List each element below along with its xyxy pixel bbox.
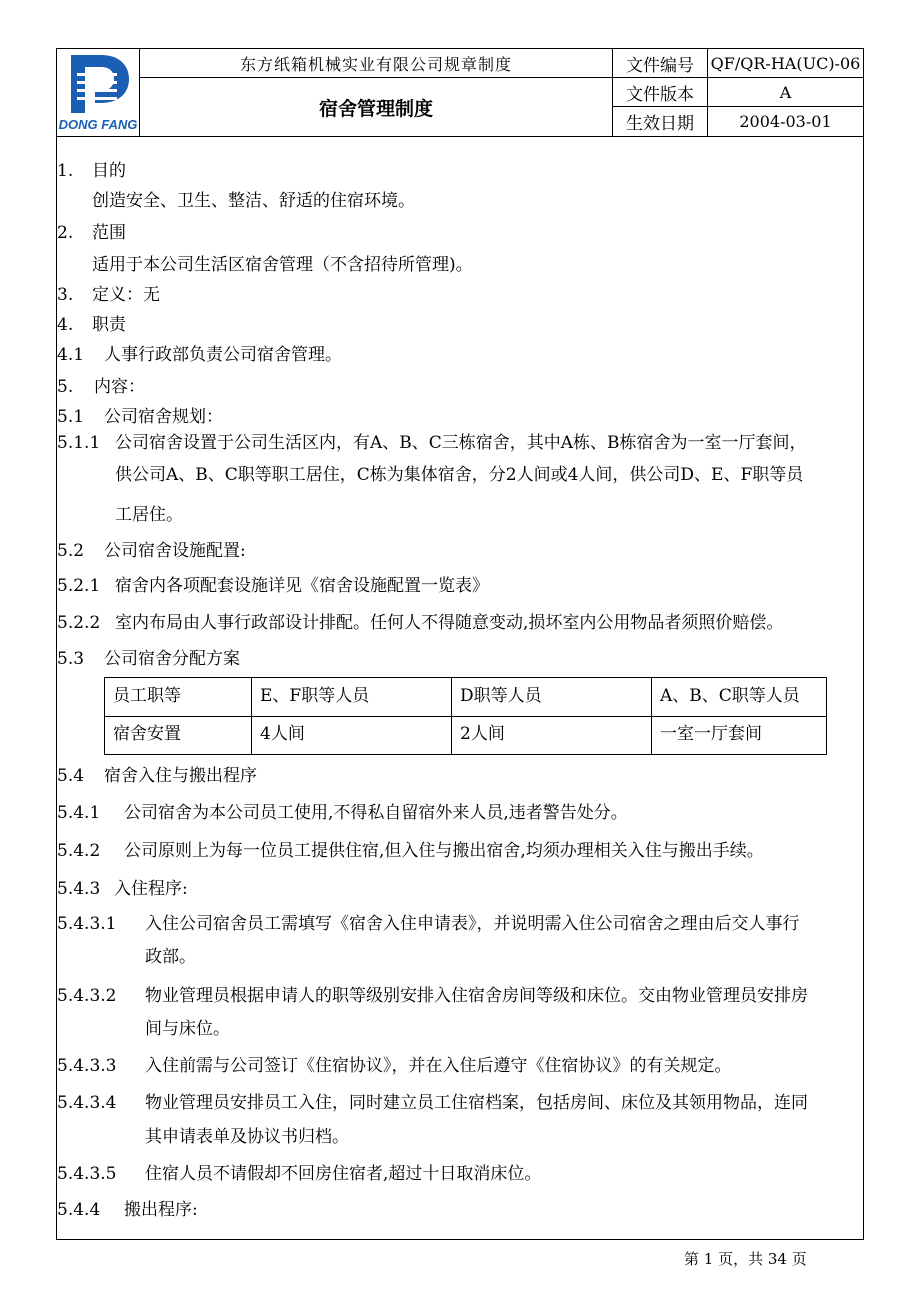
clause-text: 入住程序: [114,879,188,899]
clause-text: 公司宿舍设施配置: [104,541,246,561]
clause-number: 5.2.2 [57,613,101,633]
clause-number: 5.2 [57,541,85,561]
document-header-table [56,48,864,137]
clause-text: 内容： [94,377,145,397]
clause-text: 创造安全、卫生、整洁、舒适的住宿环境。 [92,191,415,211]
clause-text: 适用于本公司生活区宿舍管理（不含招待所管理)。 [92,255,473,275]
logo-text: DONG FANG [58,117,138,132]
clause-number: 2. [57,223,74,243]
clause-text: 定义：无 [92,285,160,305]
clause-text: 目的 [92,161,126,181]
clause-text: 职责 [92,315,126,335]
dongfang-logo-icon [57,49,139,135]
clause-number: 1. [57,161,74,181]
clause-number: 5.4.3.5 [57,1164,117,1184]
document-title: 宿舍管理制度 [318,97,433,120]
effective-date-label: 生效日期 [626,114,694,134]
clause-text: 范围 [92,223,126,243]
clause-text-continued: 政部。 [145,947,196,967]
clause-text: 公司宿舍为本公司员工使用,不得私自留宿外来人员,违者警告处分。 [124,803,628,823]
clause-text: 搬出程序: [124,1200,198,1220]
page-footer: 第 1 页，共 34 页 [684,1250,807,1268]
clause-number: 5.3 [57,649,85,669]
table-cell: A、B、C职等人员 [660,686,800,706]
clause-text: 公司原则上为每一位员工提供住宿,但入住与搬出宿舍,均须办理相关入住与搬出手续。 [124,841,764,861]
table-cell: 2人间 [460,724,505,744]
clause-number: 5.4.4 [57,1200,101,1220]
clause-text-continued: 间与床位。 [145,1019,230,1039]
dorm-allocation-table [104,677,827,755]
clause-text: 宿舍入住与搬出程序 [104,766,257,786]
clause-text: 入住前需与公司签订《住宿协议》，并在入住后遵守《住宿协议》的有关规定。 [145,1056,732,1076]
clause-number: 5.4.3 [57,879,101,899]
clause-text-continued: 供公司A、B、C职等职工居住，C栋为集体宿舍，分2人间或4人间，供公司D、E、F职等员 [115,465,804,485]
clause-text: 宿舍内各项配套设施详见《宿舍设施配置一览表》 [115,576,489,596]
clause-text: 物业管理员安排员工入住，同时建立员工住宿档案，包括房间、床位及其领用物品，连同 [145,1093,808,1113]
clause-number: 4. [57,315,74,335]
table-cell: E、F职等人员 [260,686,370,706]
clause-number: 5.4.2 [57,841,101,861]
doc-number-label: 文件编号 [626,55,694,76]
clause-text: 公司宿舍规划： [104,407,223,427]
table-cell: 宿舍安置 [113,724,181,744]
clause-number: 4.1 [57,345,85,365]
clause-text: 公司宿舍设置于公司生活区内，有A、B、C三栋宿舍，其中A栋、B栋宿舍为一室一厅套间， [115,433,807,453]
clause-number: 5.4.3.3 [57,1056,117,1076]
clause-text: 住宿人员不请假却不回房住宿者,超过十日取消床位。 [145,1164,542,1184]
doc-version-label: 文件版本 [626,84,694,105]
clause-text: 物业管理员根据申请人的职等级别安排入住宿舍房间等级和床位。交由物业管理员安排房 [145,986,808,1006]
clause-text-continued: 工居住。 [115,505,183,525]
clause-number: 5.1 [57,407,85,427]
table-cell: 4人间 [260,724,305,744]
clause-number: 3. [57,285,74,305]
clause-number: 5. [57,377,74,397]
doc-number-value: QF/QR-HA(UC)-06 [710,53,861,73]
effective-date-value: 2004-03-01 [739,112,832,131]
clause-number: 5.4.3.2 [57,986,117,1006]
clause-number: 5.4.1 [57,803,101,823]
doc-version-value: A [779,82,792,102]
company-name: 东方纸箱机械实业有限公司规章制度 [239,54,512,74]
clause-number: 5.4.3.4 [57,1093,117,1113]
clause-text: 室内布局由人事行政部设计排配。任何人不得随意变动,损坏室内公用物品者须照价赔偿。 [115,613,784,633]
table-cell: 员工职等 [113,686,181,706]
table-cell: 一室一厅套间 [660,724,762,744]
clause-text: 人事行政部负责公司宿舍管理。 [104,345,342,365]
clause-text: 公司宿舍分配方案 [104,649,240,669]
clause-number: 5.1.1 [57,433,101,453]
company-logo [57,49,139,135]
clause-number: 5.2.1 [57,576,101,596]
table-cell: D职等人员 [460,686,542,706]
clause-text: 入住公司宿舍员工需填写《宿舍入住申请表》，并说明需入住公司宿舍之理由后交人事行 [145,914,800,934]
clause-text-continued: 其申请表单及协议书归档。 [145,1127,349,1147]
clause-number: 5.4.3.1 [57,914,117,934]
clause-number: 5.4 [57,766,85,786]
